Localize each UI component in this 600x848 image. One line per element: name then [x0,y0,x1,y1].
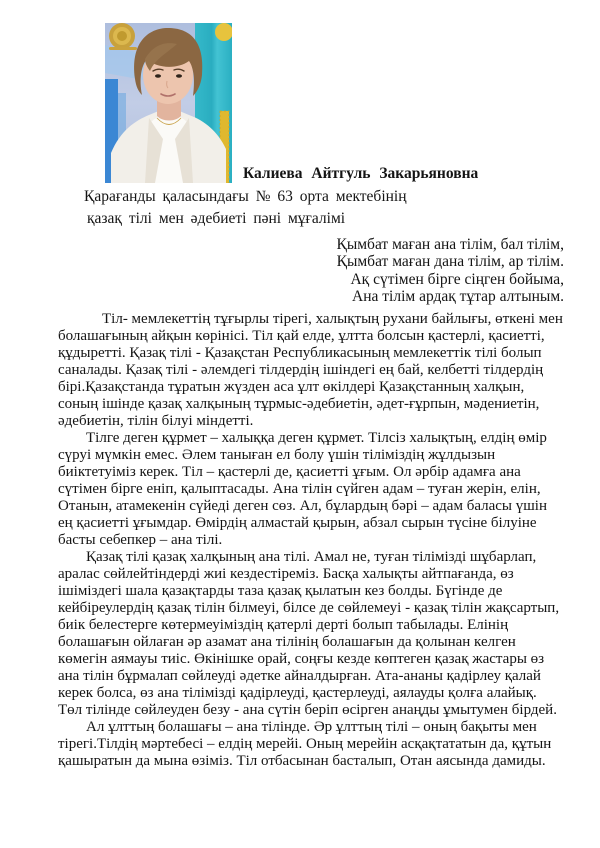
essay-paragraph-2: Тілге деген құрмет – халыққа деген құрмет. Тілсіз халықтың, елдің өмір сүруі мүмкін емес. Әлем таныған ел болу үшін тіліміздің жұлдызын биіктетуіміз керек. Тіл – қастерлі де, қасиетті ұғым. Ол әрбір адамға ана сүтімен бірге еніп, қалыптасады. Ана тілін сүйген адам – туған жерін, елін, Отанын, атамекенін сүйеді деген сөз. Ал, бұлардың бәрі – адам баласы үшін ең қасиетті ұғымдар. Өмірдің алмастай қырын, абзал сырын түсіне білуіне басты себепкер – ана тілі. [58,430,548,548]
poem-line-1: Қымбат маған ана тілім, бал тілім, [336,236,564,253]
essay-paragraph-3: Қазақ тілі қазақ халқының ана тілі. Амал не, туған тілімізді шұбарлап, аралас сөйлейтіндерді жиі кездестіреміз. Басқа халықты айтпағанда, өз ішіміздегі шала қазақтарды таза қазақ қылатын кез болды. Бүгінде де кейбіреулердің қазақ тілін білмеуі, білсе де сөйлемеуі - қазақ тілін жақсартып, биік белестерге көтермеуіміздің қатерлі дерті болып табылады. Елінің болашағын ойлаған әр азамат ана тілінің болашағын да қолынан келген көмегін аямауы тиіс. Өкінішке орай, соңғы кезде көптеген қазақ жастары өз ана тілін бұрмалап сөйлеуді әдетке айналдырған. Ата-ананы қадірлеу қалай керек болса, өз ана тілімізді қадірлеуді, қастерлеуді, аялауды қолға алайық. Төл тілінде сөйлеуден безу - ана сүтін беріп өсірген анаңды ұмытумен бірдей. [58,549,560,718]
poem-line-3: Ақ сүтімен бірге сіңген бойыма, [350,270,564,288]
essay-body [58,311,564,770]
poem-line-4: Ана тілім ардақ тұтар алтыным. [352,287,564,305]
teacher-photo-illustration [105,23,232,183]
poem-line-2: Қымбат маған дана тілім, ар тілім. [336,253,564,271]
essay-paragraph-1: Тіл- мемлекеттің тұғырлы тірегі, халықтың рухани байлығы, өткені мен болашағының айқын көрінісі. Тіл қай елде, ұлтта болсын қастерлі, қасиетті, құдыретті. Қазақ тілі - Қазақстан Республикасының мемлекеттік тілі болып саналады. Қазақ тілі - әлемдегі тілдердің ішіндегі ең бай, келбетті тілдердің бірі.Қазақстанда тұратын жүзден аса ұлт өкілдері Қазақстанның халқын, соның ішінде қазақ халқының тұрмыс-әдебиетін, әдет-ғұрпын, мәдениетін, әдебиетін, тілін білуі міндетті. [58,311,563,429]
teacher-photo [105,23,232,183]
epigraph-poem [337,236,565,305]
school-affiliation-line: Қарағанды қаласындағы № 63 орта мектебінің [84,188,407,205]
teacher-name: Калиева Айтгуль Закарьяновна [243,165,479,182]
essay-paragraph-4: Ал ұлттың болашағы – ана тілінде. Әр ұлттың тілі – оның бақыты мен тірегі.Тілдің мәртебесі – елдің мерейі. Оның мерейін асқақтататын да, құтын қашыратын да мына өзіміз. Тіл отбасынан басталып, Отан аясында дамиды. [58,719,552,769]
subject-affiliation-line: қазақ тілі мен әдебиеті пәні мұғалімі [87,210,346,227]
